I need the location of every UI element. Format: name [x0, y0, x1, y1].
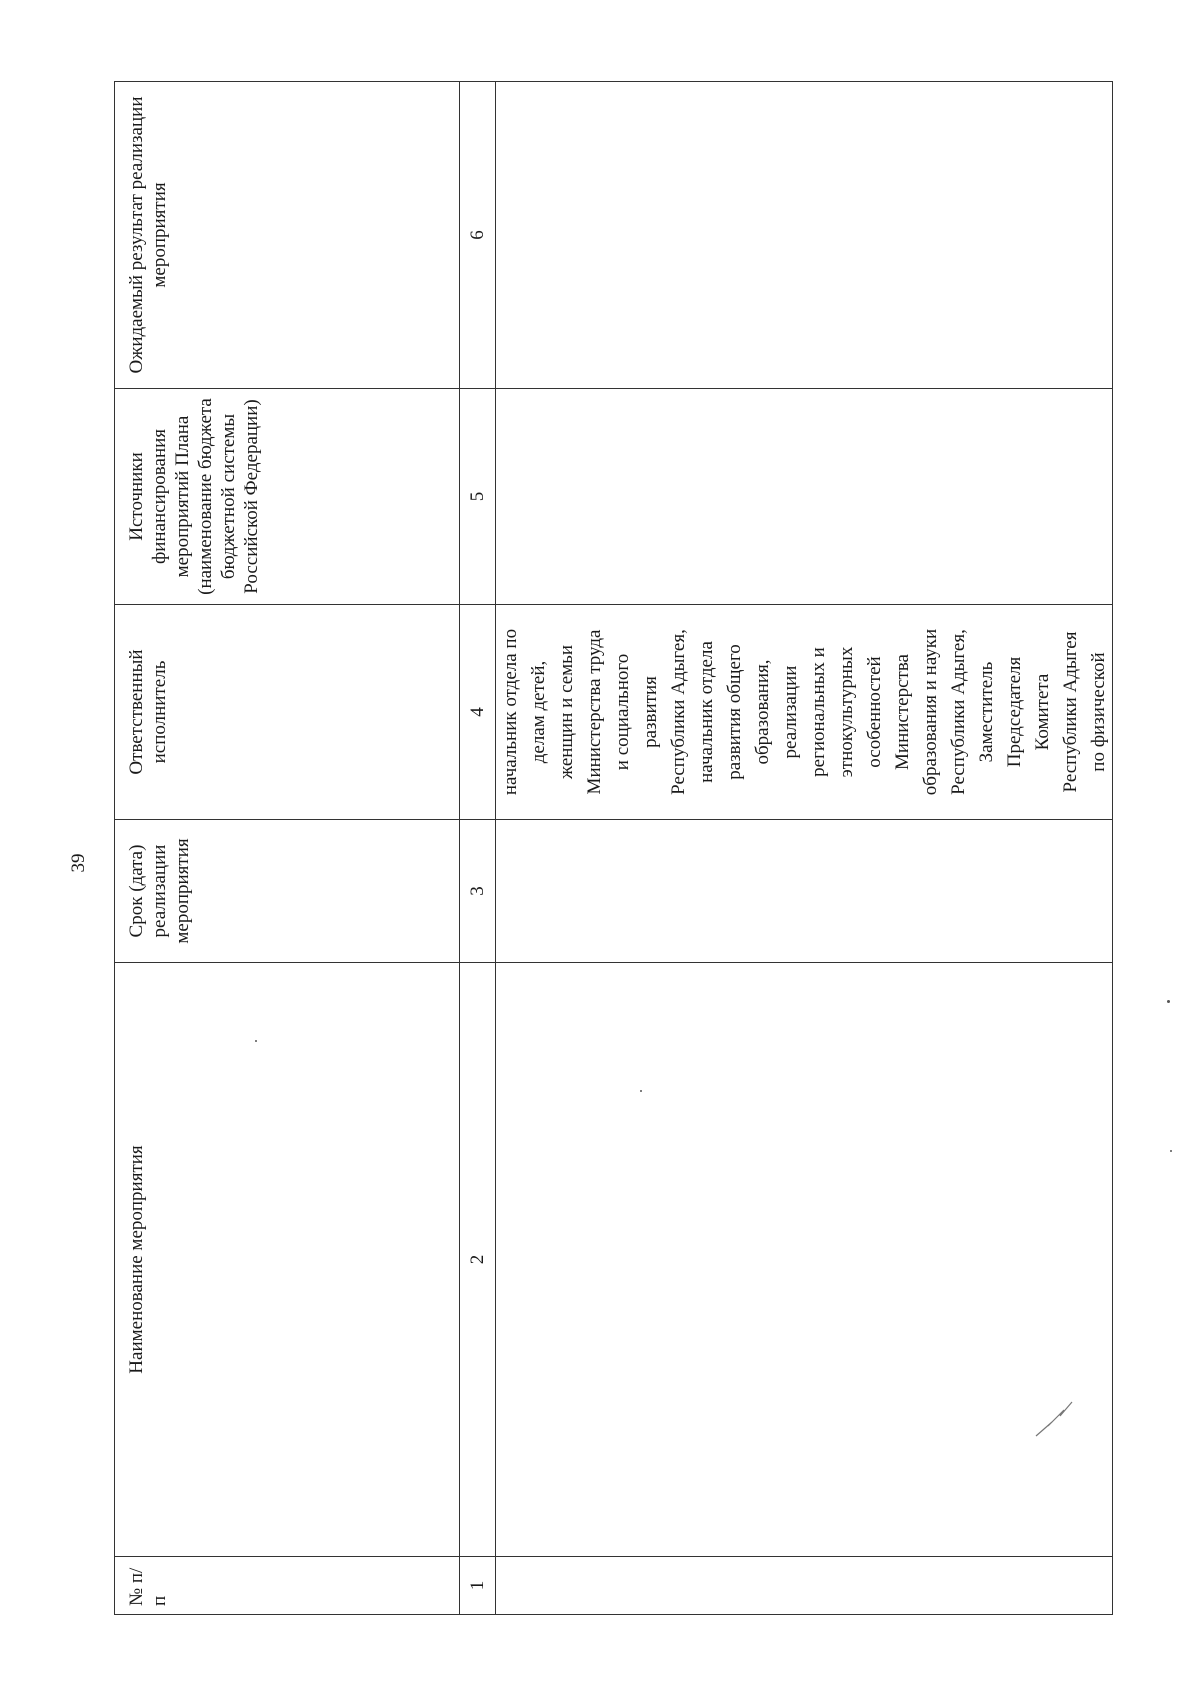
responsible-line: и социального	[612, 653, 633, 771]
responsible-line: Республики Адыгея,	[668, 629, 689, 795]
cell-name	[496, 963, 1113, 1557]
header-cell-financing	[115, 389, 460, 605]
responsible-line: по физической	[1088, 652, 1109, 772]
responsible-line: развития	[640, 676, 661, 748]
scan-dot	[1167, 1000, 1170, 1003]
header-cell-name	[115, 963, 460, 1557]
header-deadline-label: Срок (дата) реализации мероприятия	[126, 838, 193, 944]
responsible-line: Министерства труда	[584, 629, 605, 795]
header-result-label: Ожидаемый результат реализации мероприятия	[126, 96, 170, 374]
header-cell-responsible	[115, 605, 460, 820]
cell-deadline	[496, 820, 1113, 963]
responsible-line: региональных и	[808, 647, 829, 777]
column-number: 1	[460, 1557, 496, 1615]
responsible-line: образования и науки	[920, 628, 941, 796]
measures-table	[114, 81, 1113, 1615]
header-financing-label: Источники финансирования мероприятий Плана (наименование бюджета бюджетной системы Российской Федерации)	[126, 398, 262, 595]
scan-scribble-mark	[1032, 1396, 1076, 1440]
responsible-line: начальник отдела по	[500, 628, 521, 796]
scan-dot	[640, 1090, 642, 1092]
scan-dot	[1170, 1150, 1172, 1152]
column-number: 4	[460, 605, 496, 820]
responsible-line: этнокультурных	[836, 646, 857, 778]
header-cell-deadline	[115, 820, 460, 963]
header-num-label: № п/п	[126, 1567, 170, 1606]
cell-result	[496, 82, 1113, 389]
responsible-line: начальник отдела	[696, 641, 717, 783]
responsible-line: Заместитель	[976, 661, 997, 763]
table-row	[496, 82, 1113, 1615]
column-number: 2	[460, 963, 496, 1557]
rotated-page-content	[114, 82, 1109, 1615]
column-number: 5	[460, 389, 496, 605]
cell-financing	[496, 389, 1113, 605]
responsible-line: Министерства	[892, 654, 913, 770]
column-number-row	[460, 82, 496, 1615]
responsible-line: образования,	[752, 659, 773, 765]
responsible-line: Председателя	[1004, 656, 1025, 768]
rotated-table-container	[114, 82, 1109, 1615]
responsible-line: Комитета	[1032, 673, 1053, 751]
cell-num	[496, 1557, 1113, 1615]
table-header-row	[115, 82, 460, 1615]
responsible-line: реализации	[780, 665, 801, 759]
cell-responsible	[496, 605, 1113, 820]
header-name-label: Наименование мероприятия	[126, 1145, 147, 1374]
responsible-line: Республики Адыгея	[1060, 631, 1081, 793]
page-number: 39	[68, 853, 89, 873]
responsible-line: делам детей,	[528, 660, 549, 764]
responsible-line: Республики Адыгея,	[948, 629, 969, 795]
header-cell-result	[115, 82, 460, 389]
header-responsible-label: Ответственный исполнитель	[126, 649, 170, 775]
responsible-line: особенностей	[864, 656, 885, 768]
responsible-line: развития общего	[724, 644, 745, 780]
responsible-line: женщин и семьи	[556, 644, 577, 780]
scan-dot	[255, 1040, 257, 1042]
column-number: 6	[460, 82, 496, 389]
column-number: 3	[460, 820, 496, 963]
header-cell-num	[115, 1557, 460, 1615]
